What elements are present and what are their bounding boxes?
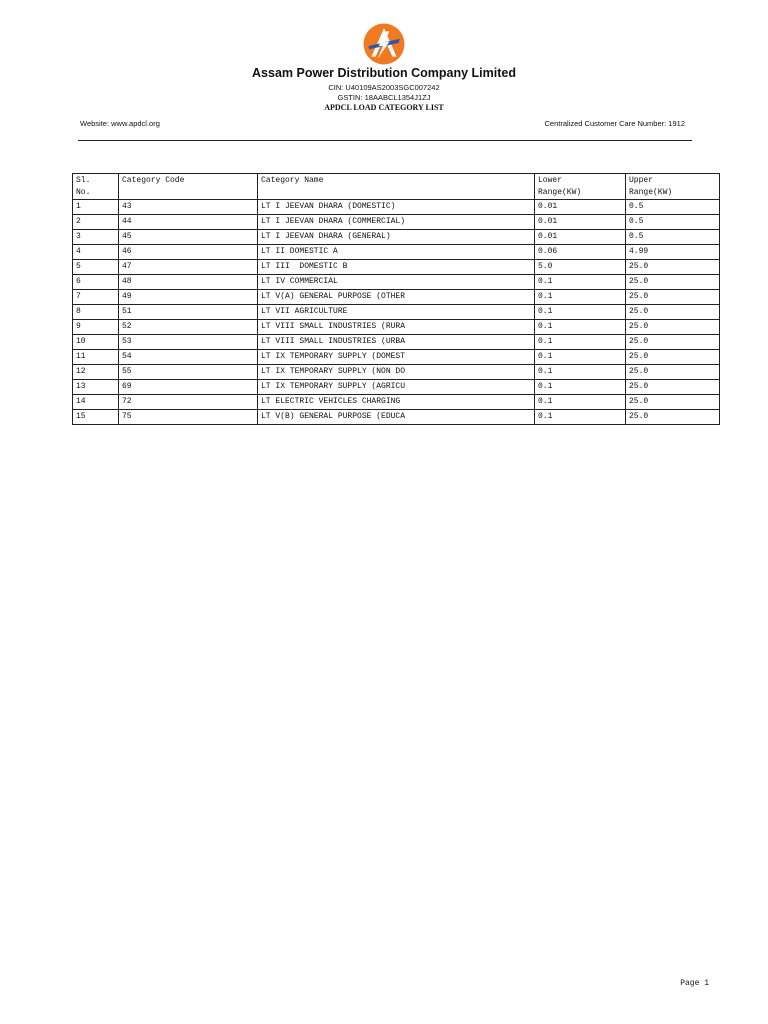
cell-upper-range: 25.0 — [626, 335, 720, 350]
cell-sl-no: 6 — [73, 275, 119, 290]
cell-sl-no: 3 — [73, 230, 119, 245]
cell-category-code: 43 — [119, 200, 258, 215]
cell-category-name: LT VII AGRICULTURE — [258, 305, 535, 320]
header-lower-range: Lower Range(KW) — [535, 174, 626, 200]
cell-category-code: 69 — [119, 380, 258, 395]
table-header-row — [73, 174, 720, 200]
table-row — [73, 230, 720, 245]
cell-category-name: LT IX TEMPORARY SUPPLY (DOMEST — [258, 350, 535, 365]
cell-category-name: LT III DOMESTIC B — [258, 260, 535, 275]
table-row — [73, 215, 720, 230]
cell-category-code: 51 — [119, 305, 258, 320]
cell-upper-range: 25.0 — [626, 320, 720, 335]
cell-category-name: LT ELECTRIC VEHICLES CHARGING — [258, 395, 535, 410]
cell-lower-range: 0.01 — [535, 215, 626, 230]
cell-category-name: LT II DOMESTIC A — [258, 245, 535, 260]
cell-upper-range: 25.0 — [626, 305, 720, 320]
cell-category-code: 55 — [119, 365, 258, 380]
cell-category-name: LT V(A) GENERAL PURPOSE (OTHER — [258, 290, 535, 305]
cell-category-code: 53 — [119, 335, 258, 350]
cell-sl-no: 15 — [73, 410, 119, 425]
cell-upper-range: 25.0 — [626, 260, 720, 275]
page-number: Page 1 — [680, 979, 709, 988]
document-title: APDCL LOAD CATEGORY LIST — [324, 103, 444, 112]
table-body — [73, 200, 720, 425]
table-row — [73, 365, 720, 380]
cell-sl-no: 1 — [73, 200, 119, 215]
cell-upper-range: 25.0 — [626, 395, 720, 410]
cell-sl-no: 12 — [73, 365, 119, 380]
cell-category-code: 46 — [119, 245, 258, 260]
cell-upper-range: 25.0 — [626, 350, 720, 365]
cell-lower-range: 0.1 — [535, 395, 626, 410]
cell-lower-range: 5.0 — [535, 260, 626, 275]
cell-category-name: LT IV COMMERCIAL — [258, 275, 535, 290]
table-row — [73, 410, 720, 425]
cell-category-code: 45 — [119, 230, 258, 245]
cell-sl-no: 10 — [73, 335, 119, 350]
cell-lower-range: 0.01 — [535, 230, 626, 245]
cell-category-name: LT VIII SMALL INDUSTRIES (URBA — [258, 335, 535, 350]
cell-category-code: 75 — [119, 410, 258, 425]
cell-lower-range: 0.01 — [535, 200, 626, 215]
gstin-number: GSTIN: 18AABCL1354J1ZJ — [337, 93, 431, 102]
cell-upper-range: 0.5 — [626, 230, 720, 245]
apdcl-logo-icon — [363, 23, 405, 65]
table-row — [73, 200, 720, 215]
cell-lower-range: 0.1 — [535, 365, 626, 380]
header-divider — [78, 140, 692, 141]
table-row — [73, 290, 720, 305]
cell-sl-no: 5 — [73, 260, 119, 275]
cell-sl-no: 2 — [73, 215, 119, 230]
cell-category-code: 54 — [119, 350, 258, 365]
cell-upper-range: 4.99 — [626, 245, 720, 260]
cell-category-name: LT IX TEMPORARY SUPPLY (NON DO — [258, 365, 535, 380]
table-row — [73, 380, 720, 395]
table-row — [73, 260, 720, 275]
cell-lower-range: 0.06 — [535, 245, 626, 260]
cell-lower-range: 0.1 — [535, 410, 626, 425]
cell-category-code: 49 — [119, 290, 258, 305]
table-row — [73, 305, 720, 320]
cell-lower-range: 0.1 — [535, 275, 626, 290]
cell-upper-range: 0.5 — [626, 215, 720, 230]
cell-category-name: LT I JEEVAN DHARA (GENERAL) — [258, 230, 535, 245]
table-row — [73, 335, 720, 350]
cell-lower-range: 0.1 — [535, 320, 626, 335]
header-upper-range: Upper Range(KW) — [626, 174, 720, 200]
header-category-name: Category Name — [258, 174, 535, 200]
cell-upper-range: 25.0 — [626, 365, 720, 380]
cell-sl-no: 4 — [73, 245, 119, 260]
cell-lower-range: 0.1 — [535, 335, 626, 350]
table-row — [73, 275, 720, 290]
cell-sl-no: 7 — [73, 290, 119, 305]
cell-sl-no: 8 — [73, 305, 119, 320]
cell-sl-no: 11 — [73, 350, 119, 365]
cell-upper-range: 25.0 — [626, 275, 720, 290]
cell-category-name: LT VIII SMALL INDUSTRIES (RURA — [258, 320, 535, 335]
cell-category-name: LT I JEEVAN DHARA (COMMERCIAL) — [258, 215, 535, 230]
cell-upper-range: 25.0 — [626, 380, 720, 395]
cell-lower-range: 0.1 — [535, 290, 626, 305]
table-row — [73, 395, 720, 410]
header-category-code: Category Code — [119, 174, 258, 200]
header-sl-no: Sl. No. — [73, 174, 119, 200]
load-category-table — [72, 173, 720, 425]
cell-lower-range: 0.1 — [535, 305, 626, 320]
cell-lower-range: 0.1 — [535, 350, 626, 365]
cell-category-name: LT IX TEMPORARY SUPPLY (AGRICU — [258, 380, 535, 395]
cell-lower-range: 0.1 — [535, 380, 626, 395]
cell-category-code: 48 — [119, 275, 258, 290]
cell-category-code: 72 — [119, 395, 258, 410]
cell-category-code: 47 — [119, 260, 258, 275]
table-row — [73, 320, 720, 335]
cell-upper-range: 0.5 — [626, 200, 720, 215]
cell-category-code: 52 — [119, 320, 258, 335]
cell-sl-no: 14 — [73, 395, 119, 410]
cell-sl-no: 13 — [73, 380, 119, 395]
table-row — [73, 350, 720, 365]
cell-category-name: LT I JEEVAN DHARA (DOMESTIC) — [258, 200, 535, 215]
cin-number: CIN: U40109AS2003SGC007242 — [328, 83, 440, 92]
cell-upper-range: 25.0 — [626, 290, 720, 305]
cell-sl-no: 9 — [73, 320, 119, 335]
company-name: Assam Power Distribution Company Limited — [252, 66, 516, 80]
cell-upper-range: 25.0 — [626, 410, 720, 425]
customer-care-text: Centralized Customer Care Number: 1912 — [544, 119, 685, 128]
table-row — [73, 245, 720, 260]
website-text: Website: www.apdcl.org — [80, 119, 160, 128]
cell-category-name: LT V(B) GENERAL PURPOSE (EDUCA — [258, 410, 535, 425]
cell-category-code: 44 — [119, 215, 258, 230]
